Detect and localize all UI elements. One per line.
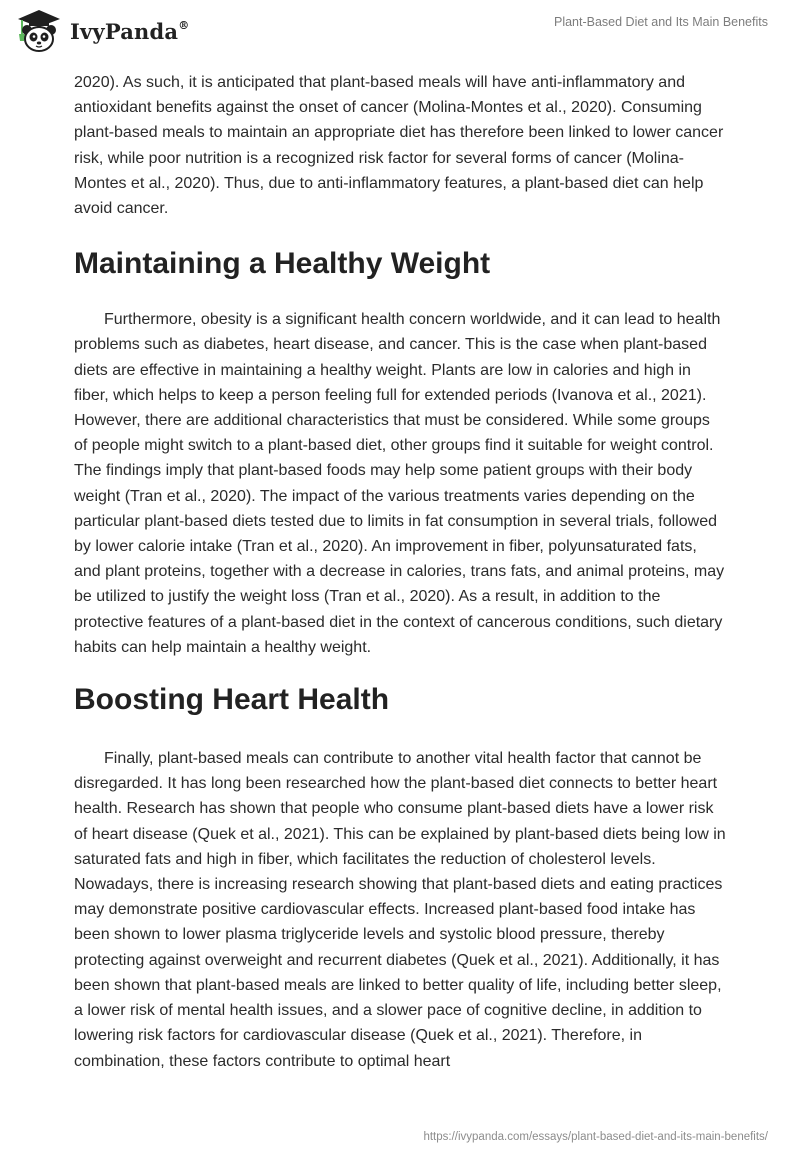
registered-mark: ® xyxy=(178,18,190,32)
document-title: Plant-Based Diet and Its Main Benefits xyxy=(553,15,768,29)
essay-body xyxy=(74,70,726,1074)
source-url[interactable]: https://ivypanda.com/essays/plant-based-diet-and-its-main-benefits/ xyxy=(423,1131,768,1143)
section-paragraph-heart-health: Finally, plant-based meals can contribute to another vital health factor that cannot be disregarded. It has long been researched how the plant-based diet connects to better heart health. Research has shown that people who consume plant-based diets have a lower risk of heart disease (Quek et al., 2021). This can be explained by plant-based diets being low in saturated fats and high in fiber, which facilitates the reduction of cholesterol levels. Nowadays, there is increasing research showing that plant-based diets and eating practices may demonstrate positive cardiovascular effects. Increased plant-based food intake has been shown to lower plasma triglyceride levels and systolic blood pressure, thereby protecting against overweight and recurrent diabetes (Quek et al., 2021). Additionally, it has been shown that plant-based meals are linked to better quality of life, including better sleep, a lower risk of mental health issues, and a slower pace of cognitive decline, in addition to lowering risk factors for cardiovascular disease (Quek et al., 2021). Therefore, in combination, these factors contribute to optimal heart xyxy=(74,750,726,1070)
section-heading-healthy-weight: Maintaining a Healthy Weight xyxy=(74,247,491,281)
section-paragraph-healthy-weight: Furthermore, obesity is a significant health concern worldwide, and it can lead to health problems such as diabetes, heart disease, and cancer. This is the case when plant-based diets are effective in maintaining a healthy weight. Plants are low in calories and high in fiber, which helps to keep a person feeling full for extended periods (Ivanova et al., 2021). However, there are additional characteristics that must be considered. While some groups of people might switch to a plant-based diet, other groups find it suitable for weight control. The findings imply that plant-based foods may help some patient groups with their body weight (Tran et al., 2020). The impact of the various treatments varies depending on the particular plant-based diets tested due to limits in fat consumption in several trials, followed by lower calorie intake (Tran et al., 2020). An improvement in fiber, polyunsaturated fats, and plant proteins, together with a decrease in calories, trans fats, and animal proteins, may be utilized to justify the weight loss (Tran et al., 2020). As a result, in addition to the protective features of a plant-based diet in the context of cancerous conditions, such dietary habits can help maintain a healthy weight. xyxy=(74,311,725,656)
intro-paragraph: 2020). As such, it is anticipated that plant-based meals will have anti-inflammatory and antioxidant benefits against the onset of cancer (Molina-Montes et al., 2020). Consuming plant-based meals to maintain an appropriate diet has therefore been linked to lower cancer risk, while poor nutrition is a recognized risk factor for several forms of cancer (Molina-Montes et al., 2020). Thus, due to anti-inflammatory features, a plant-based diet can help avoid cancer. xyxy=(74,74,724,218)
page-header xyxy=(0,0,800,70)
panda-graduate-icon xyxy=(14,8,64,54)
ivypanda-logo[interactable] xyxy=(14,8,189,54)
section-heading-heart-health: Boosting Heart Health xyxy=(74,683,390,717)
brand-name-text: IvyPanda xyxy=(70,18,179,44)
brand-name xyxy=(70,19,189,44)
